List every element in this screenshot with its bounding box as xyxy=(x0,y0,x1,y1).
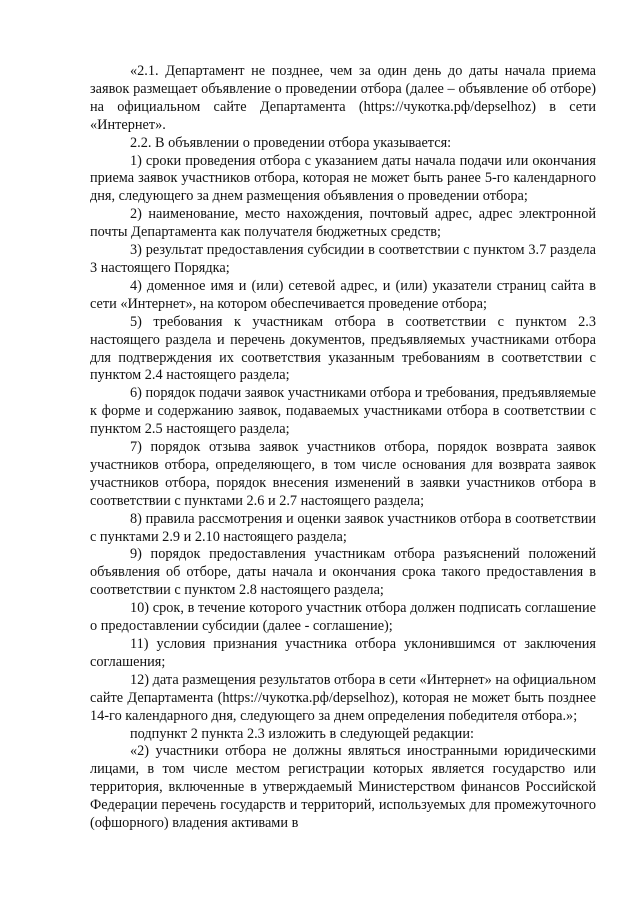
list-item-1: 1) сроки проведения отбора с указанием даты начала подачи или окончания приема заявок участников отбора, которая не может быть ранее 5-го календарного дня, следующего за днем размещения объявления о проведении отбора; xyxy=(90,152,596,205)
list-item-10: 10) срок, в течение которого участник отбора должен подписать соглашение о предоставлении субсидии (далее - соглашение); xyxy=(90,600,596,635)
list-item-2: 2) наименование, место нахождения, почтовый адрес, адрес электронной почты Департамента как получателя бюджетных средств; xyxy=(90,206,596,241)
paragraph-2-2: 2.2. В объявлении о проведении отбора указывается: xyxy=(130,134,452,151)
paragraph-2-1: «2.1. Департамент не позднее, чем за один день до даты начала приема заявок размещает объявление о проведении отбора (далее – объявление об отборе) на официальном сайте Департамента (https://чукотка.рф/depselhoz) в сети «Интернет». xyxy=(90,63,596,133)
list-item-5: 5) требования к участникам отбора в соответствии с пунктом 2.3 настоящего раздела и перечень документов, предъявляемых участниками отбора для подтверждения их соответствия указанным требованиям в соответствии с пунктом 2.4 настоящего раздела; xyxy=(90,313,596,384)
list-item-12: 12) дата размещения результатов отбора в сети «Интернет» на официальном сайте Департамента (https://чукотка.рф/depselhoz), которая не может быть позднее 14-го календарного дня, следующего за днем определения победителя отбора.»; xyxy=(90,671,596,724)
document-page xyxy=(90,63,596,833)
list-item-7: 7) порядок отзыва заявок участников отбора, порядок возврата заявок участников отбора, определяющего, в том числе основания для возврата заявок участников отбора, порядок внесения изменений в заявки участников отбора в соответствии с пунктами 2.6 и 2.7 настоящего раздела; xyxy=(90,439,596,509)
list-item-9: 9) порядок предоставления участникам отбора разъяснений положений объявления об отборе, даты начала и окончания срока такого предоставления в соответствии с пунктом 2.8 настоящего раздела; xyxy=(90,546,596,599)
list-item-4: 4) доменное имя и (или) сетевой адрес, и (или) указатели страниц сайта в сети «Интернет», на котором обеспечивается проведение отбора; xyxy=(90,277,596,312)
amendment-text: «2) участники отбора не должны являться иностранными юридическими лицами, в том числе местом регистрации которых является государство или территория, включенные в утверждаемый Министерством финансов Российской Федерации перечень государств и территорий, используемых для промежуточного (офшорного) владения активами в xyxy=(90,743,596,832)
list-item-11: 11) условия признания участника отбора уклонившимся от заключения соглашения; xyxy=(90,636,596,670)
list-item-3: 3) результат предоставления субсидии в соответствии с пунктом 3.7 раздела 3 настоящего Порядка; xyxy=(90,242,596,276)
list-item-6: 6) порядок подачи заявок участниками отбора и требования, предъявляемые к форме и содержанию заявок, подаваемых участниками отбора в соответствии с пунктом 2.5 настоящего раздела; xyxy=(90,385,596,438)
amendment-instruction: подпункт 2 пункта 2.3 изложить в следующей редакции: xyxy=(130,725,474,742)
list-item-8: 8) правила рассмотрения и оценки заявок участников отбора в соответствии с пунктами 2.9 и 2.10 настоящего раздела; xyxy=(90,510,596,545)
